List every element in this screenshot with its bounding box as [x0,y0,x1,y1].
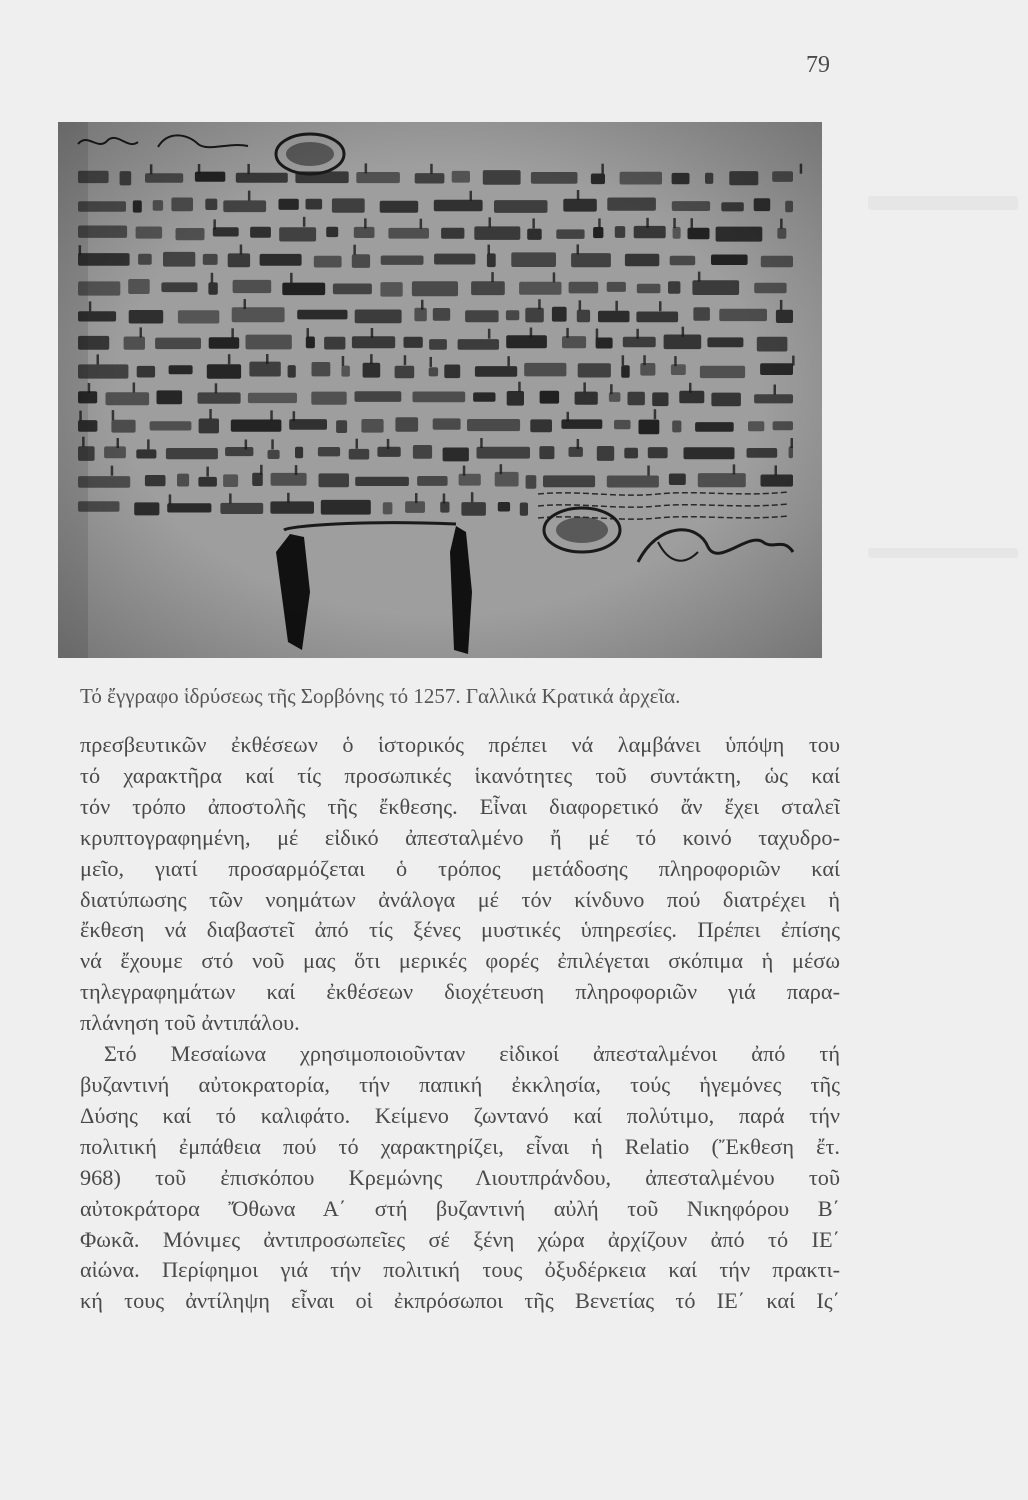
figure-caption: Τό ἔγγραφο ἱδρύσεως τῆς Σορβόνης τό 1257. Γαλλικά Κρατικά ἀρχεῖα. [80,684,681,708]
manuscript-photo [58,122,822,658]
text-line: κή τους ἀντίληψη εἶναι οἱ ἐκπρόσωποι τῆς Βενετίας τό ΙΕ΄ καί Ις΄ [80,1288,840,1314]
text-line: τό χαρακτῆρα καί τίς προσωπικές ἱκανότητες τοῦ συντάκτη, ὡς καί [80,762,840,788]
text-line: πολιτική ἐμπάθεια πού τό χαρακτηρίζει, εἶναι ἡ Relatio (Ἔκθεση ἔτ. [80,1133,840,1159]
page-number: 79 [806,52,830,78]
margin-bleed-through [868,196,1018,210]
text-line: τηλεγραφημάτων καί ἐκθέσεων διοχέτευση πληροφοριῶν γιά παρα- [80,979,840,1005]
text-line: διατύπωσης τῶν νοημάτων ἀνάλογα μέ τόν κίνδυνο πού διατρέχει ἡ [80,886,840,912]
text-line: τόν τρόπο ἀποστολῆς τῆς ἔκθεσης. Εἶναι διαφορετικό ἄν ἔχει σταλεῖ [80,793,840,819]
text-line: Φωκᾶ. Μόνιμες ἀντιπροσωπεῖες σέ ξένη χώρα ἀρχίζουν ἀπό τό ΙΕ΄ [80,1226,840,1252]
text-line: Στό Μεσαίωνα χρησιμοποιοῦνταν εἰδικοί ἀπεσταλμένοι ἀπό τή [104,1041,840,1067]
margin-bleed-through [868,548,1018,558]
text-line: πλάνηση τοῦ ἀντιπάλου. [80,1010,300,1036]
text-line: βυζαντινή αὐτοκρατορία, τήν παπική ἐκκλησία, τούς ἡγεμόνες τῆς [80,1071,840,1097]
text-line: μεῖο, γιατί προσαρμόζεται ὁ τρόπος μετάδοσης πληροφοριῶν καί [80,855,840,881]
text-line: πρεσβευτικῶν ἐκθέσεων ὁ ἱστορικός πρέπει νά λαμβάνει ὑπόψη του [80,732,840,757]
text-line: ἔκθεση νά διαβαστεῖ ἀπό τίς ξένες μυστικές ὑπηρεσίες. Πρέπει ἐπίσης [80,917,840,943]
text-line: αἰώνα. Περίφημοι γιά τήν πολιτική τους ὀξυδέρκεια καί τήν πρακτι- [80,1257,840,1283]
text-line: Δύσης καί τό καλιφάτο. Κείμενο ζωντανό καί πολύτιμο, παρά τήν [80,1102,840,1128]
body-text [80,730,840,1317]
text-line: νά ἔχουμε στό νοῦ μας ὅτι μερικές φορές ἐπιλέγεται σκόπιμα ἡ μέσω [80,948,840,974]
text-line: 968) τοῦ ἐπισκόπου Κρεμώνης Λιουτπράνδου, ἀπεσταλμένου τοῦ [80,1164,840,1190]
text-line: αὐτοκράτορα Ὄθωνα Α΄ στή βυζαντινή αὐλή τοῦ Νικηφόρου Β΄ [80,1195,840,1221]
text-line: κρυπτογραφημένη, μέ εἰδικό ἀπεσταλμένο ἤ μέ τό κοινό ταχυδρο- [80,824,840,850]
